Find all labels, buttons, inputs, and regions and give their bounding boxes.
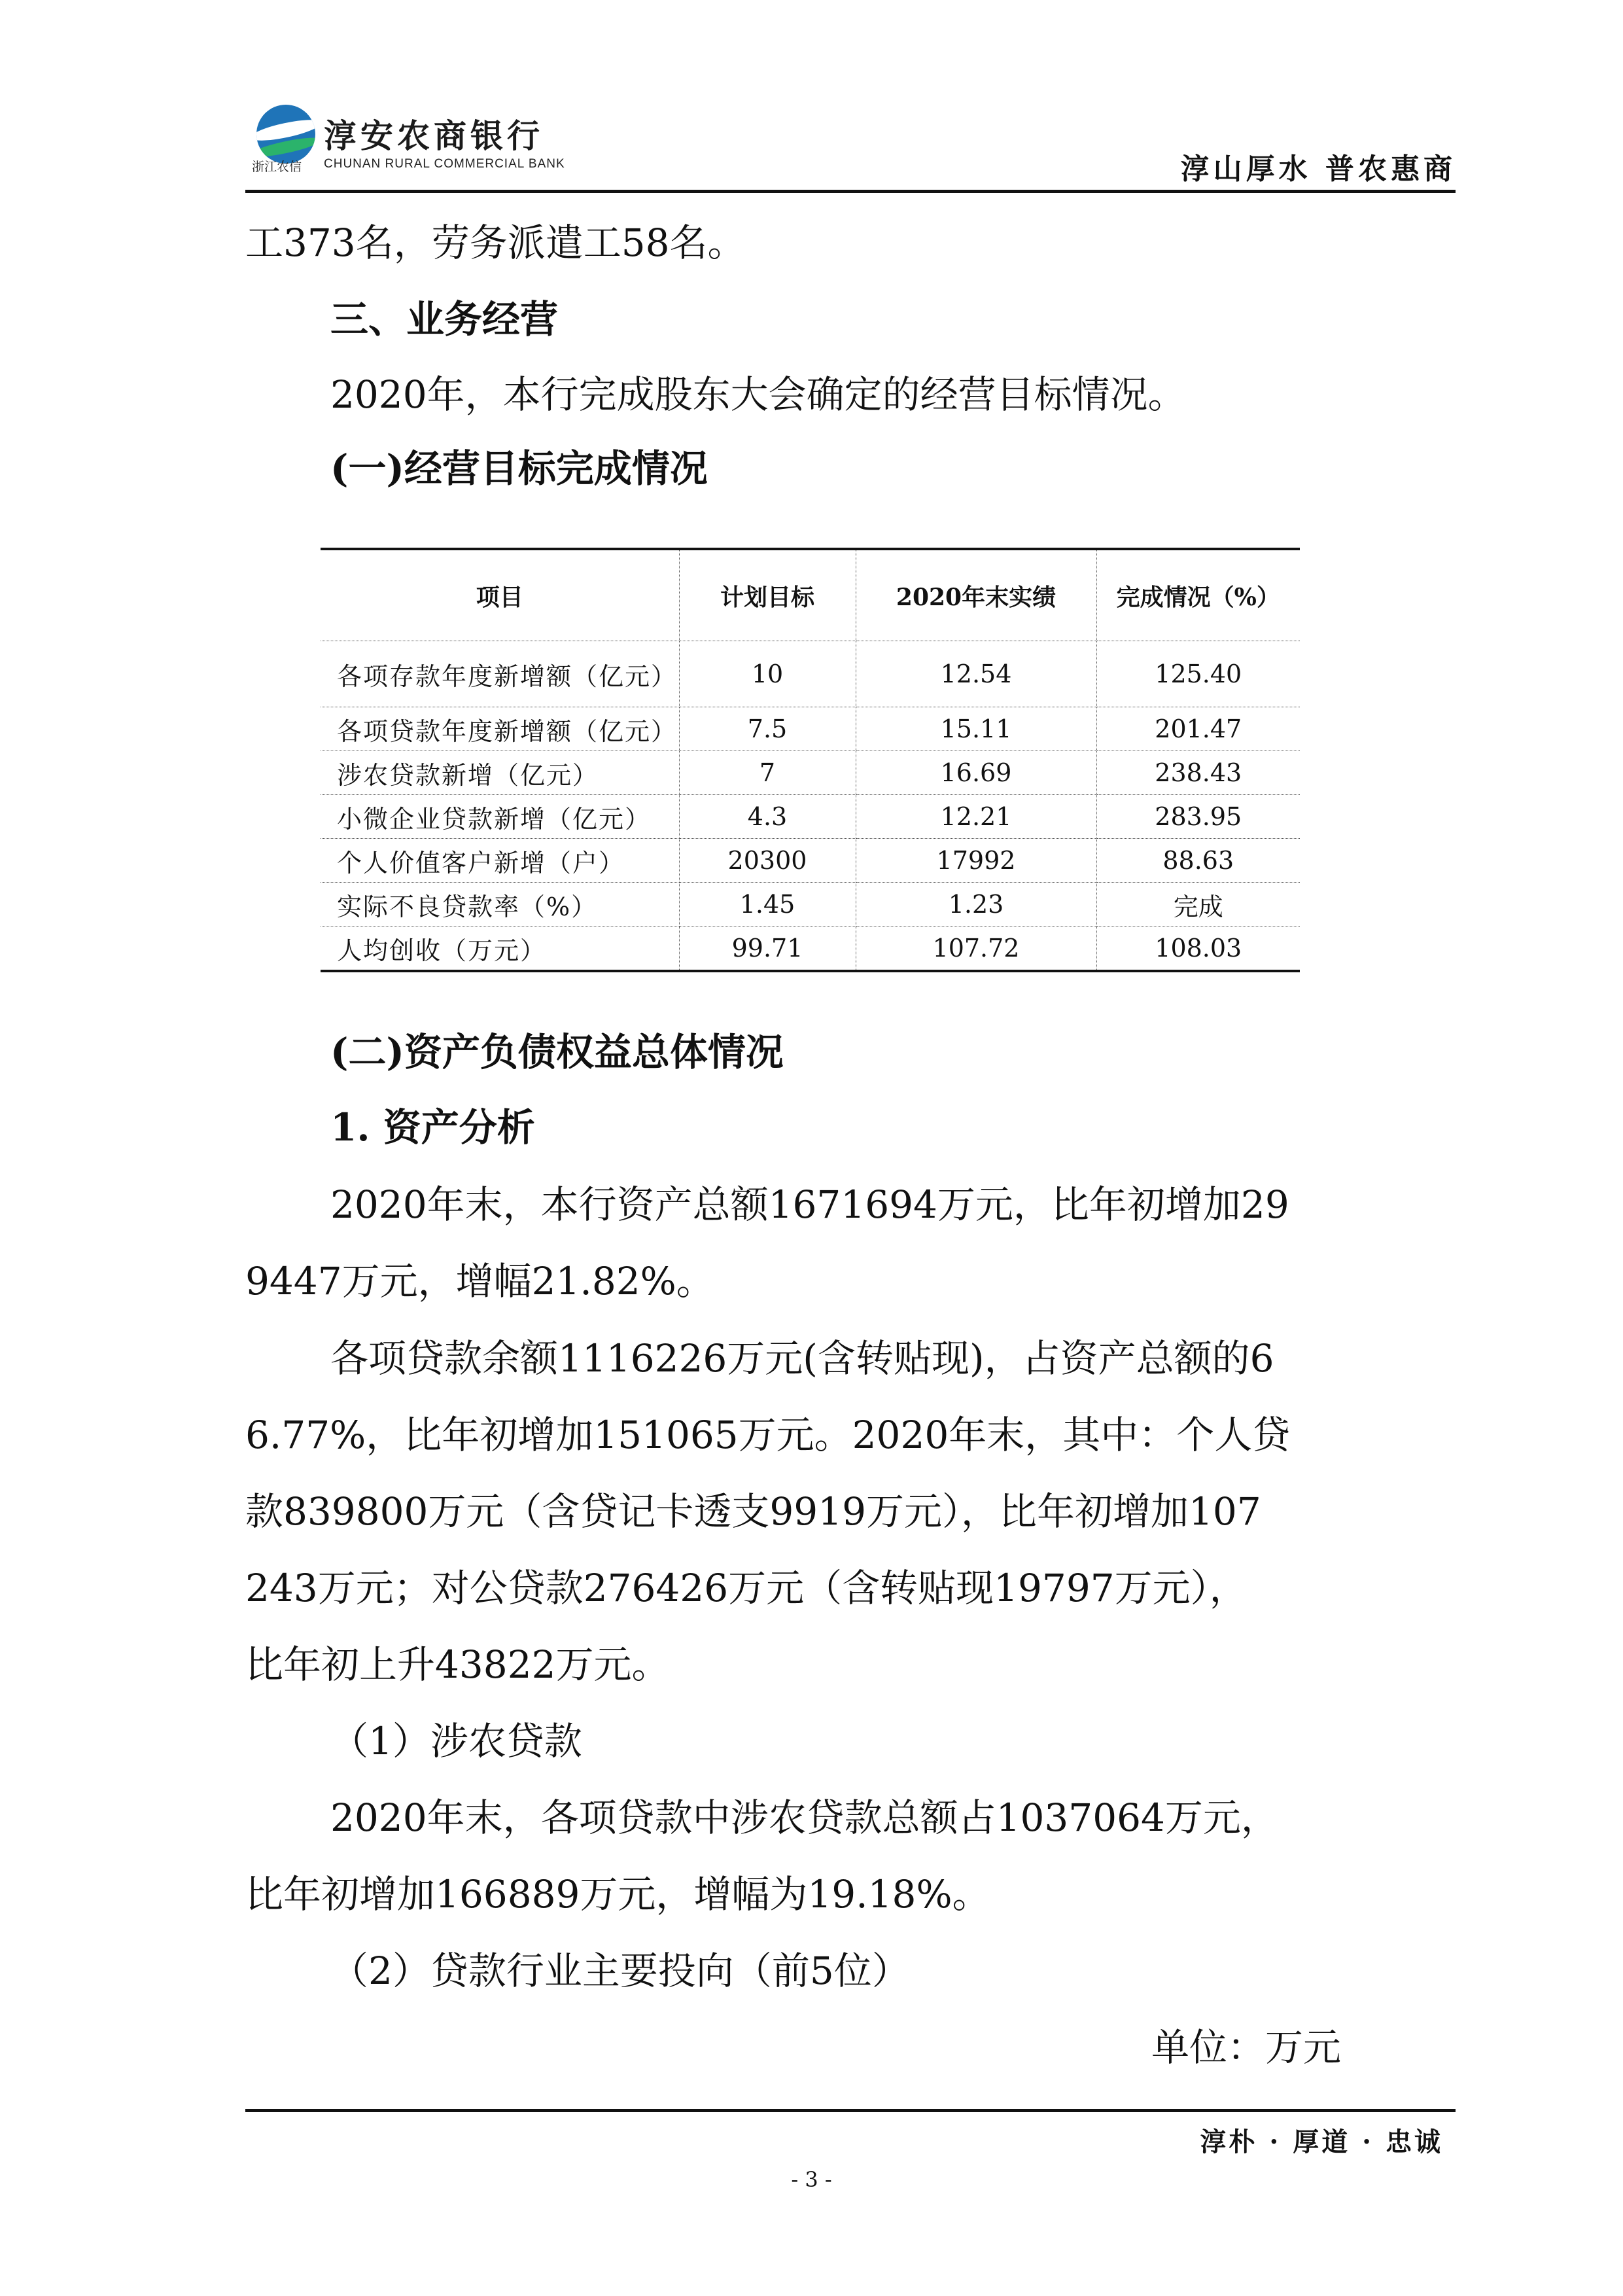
body-line: 比年初增加166889万元，增幅为19.18%。 — [245, 1872, 990, 1916]
footer-slogan: 淳朴 · 厚道 · 忠诚 — [1200, 2127, 1443, 2157]
table-cell: 7.5 — [679, 707, 856, 751]
table-row — [321, 751, 1300, 795]
table-header: 计划目标 — [679, 549, 856, 641]
body-line: 243万元；对公贷款276426万元（含转贴现19797万元）， — [245, 1566, 1248, 1610]
body-line: 工373名，劳务派遣工58名。 — [245, 221, 746, 265]
table-cell: 88.63 — [1096, 839, 1300, 883]
table-cell: 各项贷款年度新增额（亿元） — [321, 707, 679, 751]
table-header: 完成情况（%） — [1096, 549, 1300, 641]
body-line: 9447万元，增幅21.82%。 — [245, 1259, 714, 1303]
header-divider — [245, 190, 1456, 193]
table-cell: 17992 — [856, 839, 1096, 883]
table-cell: 107.72 — [856, 927, 1096, 972]
table-cell: 7 — [679, 751, 856, 795]
table-cell: 各项存款年度新增额（亿元） — [321, 641, 679, 707]
table-row — [321, 927, 1300, 972]
table-cell: 16.69 — [856, 751, 1096, 795]
body-line: 款839800万元（含贷记卡透支9919万元），比年初增加107 — [245, 1489, 1261, 1534]
section-heading: 三、业务经营 — [330, 297, 559, 342]
table-cell: 201.47 — [1096, 707, 1300, 751]
table-cell: 1.23 — [856, 883, 1096, 927]
table-cell: 人均创收（万元） — [321, 927, 679, 972]
table-cell: 涉农贷款新增（亿元） — [321, 751, 679, 795]
logo-subtitle: 浙江农信 — [252, 160, 302, 174]
table-header-row — [321, 549, 1300, 641]
table-cell: 20300 — [679, 839, 856, 883]
goal-table — [321, 548, 1300, 972]
table-cell: 238.43 — [1096, 751, 1300, 795]
table-row — [321, 839, 1300, 883]
table-row — [321, 641, 1300, 707]
body-line: 6.77%，比年初增加151065万元。2020年末，其中：个人贷 — [245, 1413, 1291, 1457]
footer-divider — [245, 2109, 1456, 2112]
table-header: 项目 — [321, 549, 679, 641]
sub-heading: (一)经营目标完成情况 — [330, 446, 708, 491]
bank-name: 淳安农商银行 — [324, 116, 544, 155]
page-number: - 3 - — [791, 2167, 832, 2192]
header-slogan: 淳山厚水 普农惠商 — [1180, 152, 1456, 186]
table-cell: 完成 — [1096, 883, 1300, 927]
body-line: 2020年末，本行资产总额1671694万元，比年初增加29 — [330, 1182, 1289, 1227]
table-cell: 12.54 — [856, 641, 1096, 707]
bank-logo-icon — [256, 105, 315, 164]
table-cell: 个人价值客户新增（户） — [321, 839, 679, 883]
sub-heading: (二)资产负债权益总体情况 — [330, 1030, 784, 1074]
table-header: 2020年末实绩 — [856, 549, 1096, 641]
sub-heading: 1. 资产分析 — [330, 1105, 535, 1150]
body-line: 2020年末，各项贷款中涉农贷款总额占1037064万元， — [330, 1795, 1279, 1840]
table-row — [321, 707, 1300, 751]
table-cell: 108.03 — [1096, 927, 1300, 972]
table-row — [321, 795, 1300, 839]
unit-label: 单位：万元 — [1151, 2025, 1342, 2070]
sub-heading: （1）涉农贷款 — [330, 1719, 582, 1763]
body-line: 比年初上升43822万元。 — [245, 1642, 670, 1687]
body-line: 2020年，本行完成股东大会确定的经营目标情况。 — [330, 372, 1186, 417]
sub-heading: （2）贷款行业主要投向（前5位） — [330, 1949, 910, 1993]
table-cell: 12.21 — [856, 795, 1096, 839]
table-cell: 实际不良贷款率（%） — [321, 883, 679, 927]
table-cell: 4.3 — [679, 795, 856, 839]
table-cell: 125.40 — [1096, 641, 1300, 707]
table-row — [321, 883, 1300, 927]
body-line: 各项贷款余额1116226万元(含转贴现)，占资产总额的6 — [330, 1336, 1274, 1381]
table-cell: 10 — [679, 641, 856, 707]
table-cell: 283.95 — [1096, 795, 1300, 839]
table-cell: 15.11 — [856, 707, 1096, 751]
table-cell: 1.45 — [679, 883, 856, 927]
bank-name-en: CHUNAN RURAL COMMERCIAL BANK — [324, 157, 565, 171]
table-cell: 99.71 — [679, 927, 856, 972]
table-cell: 小微企业贷款新增（亿元） — [321, 795, 679, 839]
